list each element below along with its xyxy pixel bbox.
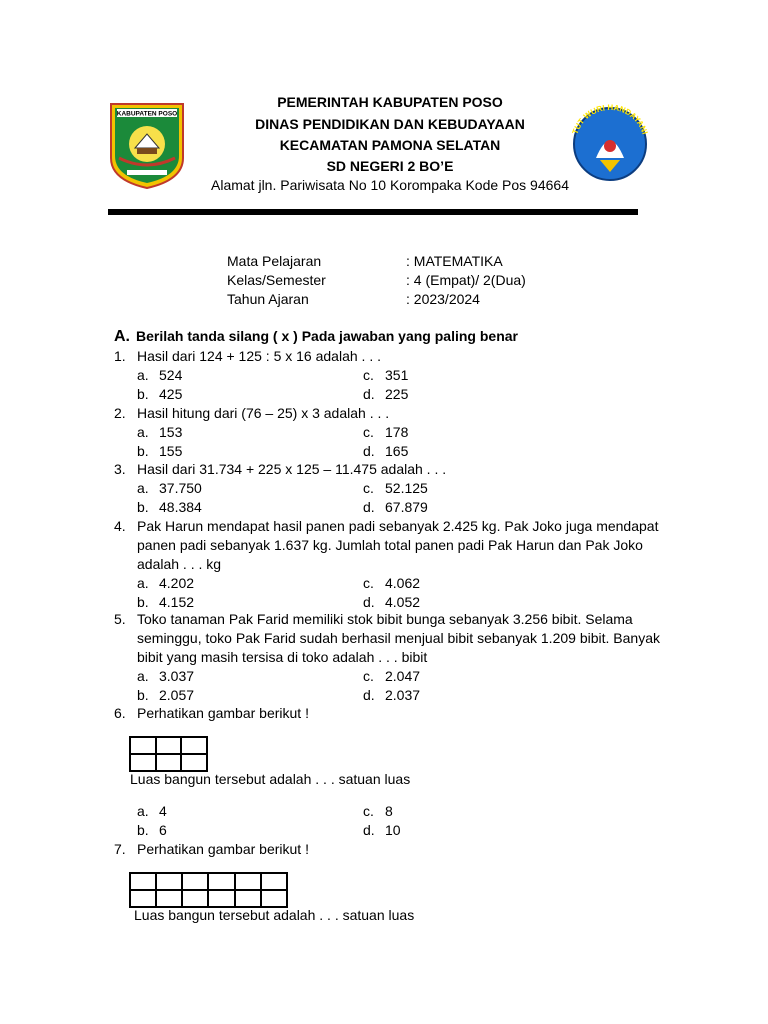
area-grid-figure [129,736,208,772]
header-line-4: SD NEGERI 2 BO’E [326,158,454,174]
question-6-options [114,802,674,840]
question-number: 7. [114,841,126,857]
option-b[interactable]: b. 48.384 [137,499,202,515]
meta-value: : 2023/2024 [406,291,480,307]
option-d[interactable]: d. 165 [363,443,409,459]
option-c[interactable]: c. 4.062 [363,575,421,591]
grid-cell [181,737,207,754]
question-number: 1. [114,348,126,364]
grid-cell [156,754,182,771]
grid-cell [130,737,156,754]
grid-cell [130,754,156,771]
meta-value: : 4 (Empat)/ 2(Dua) [406,272,526,288]
question-1 [114,347,674,404]
question-6 [114,704,674,723]
meta-row [227,290,526,309]
option-b[interactable]: b. 6 [137,822,167,838]
option-d[interactable]: d. 225 [363,386,409,402]
meta-key: Tahun Ajaran [227,291,309,307]
option-b[interactable]: b. 2.057 [137,687,195,703]
exam-meta [227,252,526,309]
header-divider [108,209,638,215]
question-number: 3. [114,461,126,477]
option-c[interactable]: c. 8 [363,803,393,819]
question-text: Hasil dari 124 + 125 : 5 x 16 adalah . . . [137,348,381,364]
grid-cell [182,873,208,890]
option-d[interactable]: d. 67.879 [363,499,428,515]
option-a[interactable]: a. 524 [137,367,183,383]
question-3 [114,460,674,517]
option-a[interactable]: a. 4.202 [137,575,195,591]
option-d[interactable]: d. 2.037 [363,687,421,703]
question-text: Pak Harun mendapat hasil panen padi sebanyak 2.425 kg. Pak Joko juga mendapat panen padi sebanyak 1.637 kg. Jumlah total panen padi Pak Harun dan Pak Joko adalah . . . kg [137,518,659,572]
grid-cell [235,890,261,907]
area-grid-figure [129,872,288,908]
question-4 [114,517,674,612]
option-a[interactable]: a. 4 [137,803,167,819]
grid-cell [156,737,182,754]
meta-row [227,271,526,290]
svg-text:TUT WURI HANDAYANI: TUT WURI HANDAYANI [570,102,650,136]
tut-wuri-handayani-logo [566,102,654,182]
question-text: Hasil hitung dari (76 – 25) x 3 adalah . . . [137,405,390,421]
option-c[interactable]: c. 178 [363,424,409,440]
meta-row [227,252,526,271]
question-2 [114,404,674,461]
header-line-1: PEMERINTAH KABUPATEN POSO [277,94,503,110]
meta-key: Mata Pelajaran [227,253,322,269]
section-letter: A. [114,328,130,345]
svg-text:KABUPATEN POSO: KABUPATEN POSO [116,110,178,118]
figure-caption: Luas bangun tersebut adalah . . . satuan luas [130,771,411,787]
option-c[interactable]: c. 351 [363,367,409,383]
grid-cell [208,890,234,907]
question-number: 4. [114,518,126,534]
grid-cell [182,890,208,907]
header-line-3: KECAMATAN PAMONA SELATAN [279,137,501,153]
question-7 [114,840,674,859]
grid-cell [130,873,156,890]
option-c[interactable]: c. 2.047 [363,668,421,684]
header-line-2: DINAS PENDIDIKAN DAN KEBUDAYAAN [255,116,525,132]
grid-cell [208,873,234,890]
question-5 [114,610,674,705]
option-b[interactable]: b. 155 [137,443,183,459]
grid-cell [156,873,182,890]
grid-cell [156,890,182,907]
grid-cell [235,873,261,890]
grid-cell [261,873,287,890]
question-text: Perhatikan gambar berikut ! [137,841,309,857]
section-instruction: Berilah tanda silang ( x ) Pada jawaban yang paling benar [136,328,518,344]
option-a[interactable]: a. 3.037 [137,668,195,684]
question-number: 5. [114,611,126,627]
section-title [114,328,674,346]
figure-caption: Luas bangun tersebut adalah . . . satuan luas [134,907,415,923]
meta-key: Kelas/Semester [227,272,326,288]
grid-cell [130,890,156,907]
option-b[interactable]: b. 425 [137,386,183,402]
question-number: 2. [114,405,126,421]
option-a[interactable]: a. 153 [137,424,183,440]
grid-cell [261,890,287,907]
option-a[interactable]: a. 37.750 [137,480,202,496]
option-d[interactable]: d. 10 [363,822,401,838]
option-b[interactable]: b. 4.152 [137,594,195,610]
question-number: 6. [114,705,126,721]
meta-value: : MATEMATIKA [406,253,503,269]
grid-cell [181,754,207,771]
question-text: Toko tanaman Pak Farid memiliki stok bibit bunga sebanyak 3.256 bibit. Selama seminggu, toko Pak Farid sudah berhasil menjual bibit sebanyak 1.209 bibit. Banyak bibit yang masih tersisa di toko adalah . . . bibit [137,611,660,665]
option-d[interactable]: d. 4.052 [363,594,421,610]
question-text: Perhatikan gambar berikut ! [137,705,309,721]
question-text: Hasil dari 31.734 + 225 x 125 – 11.475 adalah . . . [137,461,447,477]
option-c[interactable]: c. 52.125 [363,480,428,496]
school-address: Alamat jln. Pariwisata No 10 Korompaka Kode Pos 94664 [211,177,569,193]
